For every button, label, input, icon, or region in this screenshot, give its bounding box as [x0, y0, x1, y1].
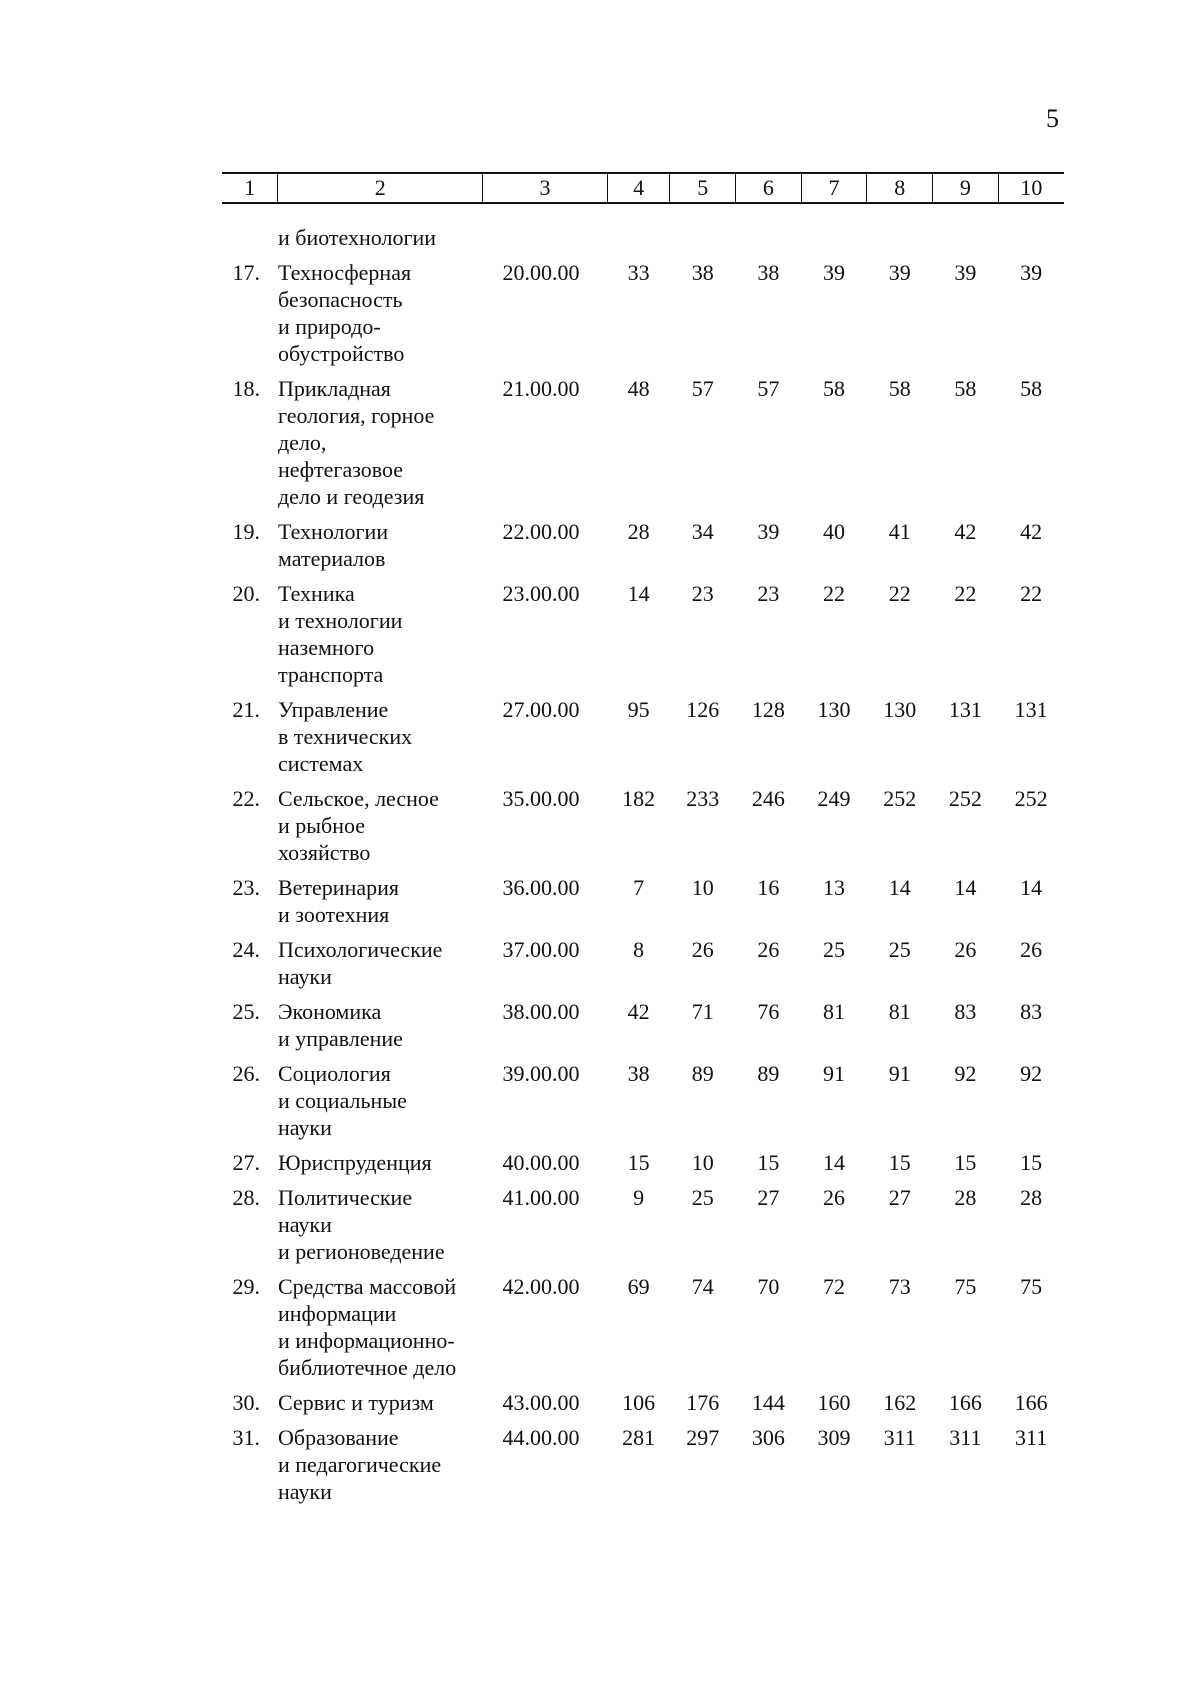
- row-value-col-8: 311: [883, 1425, 916, 1450]
- row-name-cell: [278, 998, 483, 1060]
- row-value-col-9: 83: [954, 999, 977, 1024]
- table-body: [222, 203, 1064, 1513]
- row-value-col-8: 27: [888, 1185, 911, 1210]
- row-name: Сельское, лесное и рыбное хозяйство: [277, 786, 439, 865]
- table-row: [222, 1424, 1064, 1513]
- row-code: 40.00.00: [502, 1150, 580, 1175]
- table-row: [222, 1060, 1064, 1149]
- page-number: 5: [1046, 104, 1059, 133]
- row-value-col-7: 72: [823, 1274, 846, 1299]
- row-name-cell: [278, 518, 483, 580]
- row-number: 31.: [232, 1425, 260, 1450]
- row-value-col-6: 15: [757, 1150, 780, 1175]
- row-value-col-8: 15: [888, 1150, 911, 1175]
- row-code: 43.00.00: [502, 1390, 580, 1415]
- row-value-col-10: 166: [1014, 1390, 1048, 1415]
- row-name-cell: [278, 375, 483, 518]
- row-value-col-10: 15: [1020, 1150, 1043, 1175]
- row-value-col-9: 92: [954, 1061, 977, 1086]
- table-row: [222, 1273, 1064, 1389]
- row-code: 20.00.00: [502, 260, 580, 285]
- row-value-col-4: 7: [633, 875, 645, 900]
- table-row: [222, 518, 1064, 580]
- row-value-col-7: 25: [823, 937, 846, 962]
- row-value-col-7: 22: [823, 581, 846, 606]
- row-number: 22.: [232, 786, 260, 811]
- row-code: 36.00.00: [502, 875, 580, 900]
- row-value-col-10: 252: [1014, 786, 1048, 811]
- row-value-col-6: 70: [757, 1274, 780, 1299]
- row-value-col-8: 91: [888, 1061, 911, 1086]
- row-number: 23.: [232, 875, 260, 900]
- row-value-col-6: 27: [757, 1185, 780, 1210]
- row-value-col-5: 89: [691, 1061, 714, 1086]
- row-value-col-9: 39: [954, 260, 977, 285]
- row-value-col-7: 130: [817, 697, 851, 722]
- row-code: 38.00.00: [502, 999, 580, 1024]
- row-value-col-4: 69: [627, 1274, 650, 1299]
- row-value-col-10: 75: [1020, 1274, 1043, 1299]
- row-number: 21.: [232, 697, 260, 722]
- row-number: 27.: [232, 1150, 260, 1175]
- row-value-col-4: 8: [633, 937, 645, 962]
- row-value-col-8: 41: [888, 519, 911, 544]
- row-value-col-7: 39: [823, 260, 846, 285]
- row-value-col-8: 81: [888, 999, 911, 1024]
- row-value-col-4: 38: [627, 1061, 650, 1086]
- row-value-col-5: 26: [691, 937, 714, 962]
- row-value-col-4: 42: [627, 999, 650, 1024]
- row-value-col-4: 14: [627, 581, 650, 606]
- row-value-col-8: [867, 203, 933, 259]
- row-value-col-5: 176: [686, 1390, 720, 1415]
- row-value-col-10: 28: [1020, 1185, 1043, 1210]
- row-value-col-5: 71: [691, 999, 714, 1024]
- row-value-col-4: [607, 203, 669, 259]
- row-code: 41.00.00: [502, 1185, 580, 1210]
- row-name: Юриспруденция: [277, 1150, 432, 1175]
- row-name: и биотехнологии: [277, 225, 437, 250]
- row-value-col-5: 233: [686, 786, 720, 811]
- row-value-col-7: 249: [817, 786, 851, 811]
- row-name-cell: [278, 696, 483, 785]
- row-value-col-8: 14: [888, 875, 911, 900]
- table-row: [222, 580, 1064, 696]
- row-value-col-6: 128: [751, 697, 785, 722]
- row-number: 30.: [232, 1390, 260, 1415]
- row-value-col-7: 309: [817, 1425, 851, 1450]
- row-value-col-5: [670, 203, 736, 259]
- row-value-col-4: 9: [633, 1185, 645, 1210]
- row-code: [483, 203, 608, 259]
- row-value-col-8: 39: [888, 260, 911, 285]
- row-name: Прикладная геология, горное дело, нефтегазовое дело и геодезия: [277, 376, 435, 509]
- row-number: 20.: [232, 581, 260, 606]
- row-code: 27.00.00: [502, 697, 580, 722]
- row-value-col-4: 95: [627, 697, 650, 722]
- row-value-col-10: [998, 203, 1064, 259]
- row-value-col-10: 58: [1020, 376, 1043, 401]
- row-value-col-9: [933, 203, 999, 259]
- column-header-1: 1: [222, 173, 278, 203]
- row-value-col-5: 297: [686, 1425, 720, 1450]
- row-number: 25.: [232, 999, 260, 1024]
- column-header-6: 6: [736, 173, 802, 203]
- row-number: [222, 203, 278, 259]
- row-value-col-4: 281: [622, 1425, 656, 1450]
- table-row: [222, 785, 1064, 874]
- row-number: 29.: [232, 1274, 260, 1299]
- column-header-3: 3: [483, 173, 608, 203]
- row-value-col-8: 130: [883, 697, 917, 722]
- row-value-col-9: 15: [954, 1150, 977, 1175]
- data-table: [222, 172, 1064, 1513]
- row-value-col-7: 58: [823, 376, 846, 401]
- row-name: Образование и педагогические науки: [277, 1425, 442, 1504]
- row-value-col-5: 34: [691, 519, 714, 544]
- row-value-col-6: 89: [757, 1061, 780, 1086]
- row-value-col-4: 106: [622, 1390, 656, 1415]
- row-number: 18.: [232, 376, 260, 401]
- row-value-col-8: 73: [888, 1274, 911, 1299]
- row-value-col-8: 252: [883, 786, 917, 811]
- row-value-col-7: 40: [823, 519, 846, 544]
- row-value-col-8: 22: [888, 581, 911, 606]
- row-value-col-10: 42: [1020, 519, 1043, 544]
- row-name-cell: [278, 1424, 483, 1513]
- row-value-col-6: 16: [757, 875, 780, 900]
- table-row: [222, 1389, 1064, 1424]
- row-name: Техносферная безопасность и природо- обустройство: [277, 260, 412, 366]
- row-value-col-6: 246: [751, 786, 785, 811]
- row-value-col-6: 39: [757, 519, 780, 544]
- row-value-col-5: 74: [691, 1274, 714, 1299]
- row-value-col-9: 166: [948, 1390, 982, 1415]
- row-value-col-10: 14: [1020, 875, 1043, 900]
- table-row: [222, 1184, 1064, 1273]
- column-header-9: 9: [933, 173, 999, 203]
- row-value-col-9: 58: [954, 376, 977, 401]
- row-value-col-10: 26: [1020, 937, 1043, 962]
- row-value-col-8: 58: [888, 376, 911, 401]
- row-code: 42.00.00: [502, 1274, 580, 1299]
- table-row: [222, 1149, 1064, 1184]
- row-value-col-4: 182: [622, 786, 656, 811]
- row-value-col-10: 311: [1015, 1425, 1048, 1450]
- row-value-col-4: 15: [627, 1150, 650, 1175]
- table-row: [222, 203, 1064, 259]
- row-value-col-7: [801, 203, 867, 259]
- row-name: Сервис и туризм: [277, 1390, 434, 1415]
- row-number: 28.: [232, 1185, 260, 1210]
- row-name: Технологии материалов: [277, 519, 389, 571]
- row-value-col-5: 10: [691, 1150, 714, 1175]
- row-value-col-9: 131: [948, 697, 982, 722]
- row-value-col-5: 23: [691, 581, 714, 606]
- row-name-cell: [278, 259, 483, 375]
- table-row: [222, 874, 1064, 936]
- row-value-col-9: 22: [954, 581, 977, 606]
- row-code: 22.00.00: [502, 519, 580, 544]
- row-value-col-8: 25: [888, 937, 911, 962]
- row-name-cell: [278, 874, 483, 936]
- row-value-col-5: 57: [691, 376, 714, 401]
- table-row: [222, 259, 1064, 375]
- table-row: [222, 936, 1064, 998]
- column-header-5: 5: [670, 173, 736, 203]
- row-code: 39.00.00: [502, 1061, 580, 1086]
- row-number: 26.: [232, 1061, 260, 1086]
- row-name: Управление в технических системах: [277, 697, 413, 776]
- row-code: 23.00.00: [502, 581, 580, 606]
- row-value-col-7: 81: [823, 999, 846, 1024]
- row-value-col-6: 306: [751, 1425, 785, 1450]
- row-code: 21.00.00: [502, 376, 580, 401]
- column-header-2: 2: [278, 173, 483, 203]
- row-value-col-5: 10: [691, 875, 714, 900]
- row-name: Техника и технологии наземного транспорта: [277, 581, 403, 687]
- row-value-col-9: 28: [954, 1185, 977, 1210]
- row-value-col-10: 131: [1014, 697, 1048, 722]
- row-name-cell: [278, 785, 483, 874]
- row-name-cell: [278, 580, 483, 696]
- row-value-col-9: 75: [954, 1274, 977, 1299]
- row-value-col-10: 39: [1020, 260, 1043, 285]
- row-name: Политические науки и регионоведение: [277, 1185, 445, 1264]
- row-value-col-10: 83: [1020, 999, 1043, 1024]
- row-code: 37.00.00: [502, 937, 580, 962]
- column-header-8: 8: [867, 173, 933, 203]
- header-row: [222, 173, 1064, 203]
- row-value-col-7: 160: [817, 1390, 851, 1415]
- row-number: 24.: [232, 937, 260, 962]
- row-value-col-6: 23: [757, 581, 780, 606]
- row-value-col-9: 14: [954, 875, 977, 900]
- row-value-col-6: 144: [751, 1390, 785, 1415]
- row-name-cell: [278, 203, 483, 259]
- table-row: [222, 696, 1064, 785]
- table-row: [222, 998, 1064, 1060]
- row-value-col-5: 126: [686, 697, 720, 722]
- row-name-cell: [278, 1184, 483, 1273]
- column-header-4: 4: [607, 173, 669, 203]
- row-value-col-6: 38: [757, 260, 780, 285]
- row-value-col-4: 33: [627, 260, 650, 285]
- row-code: 44.00.00: [502, 1425, 580, 1450]
- row-value-col-6: 76: [757, 999, 780, 1024]
- row-number: 19.: [232, 519, 260, 544]
- row-value-col-9: 42: [954, 519, 977, 544]
- row-value-col-6: 26: [757, 937, 780, 962]
- row-name: Психологические науки: [277, 937, 443, 989]
- row-name-cell: [278, 936, 483, 998]
- row-value-col-9: 311: [949, 1425, 982, 1450]
- row-name-cell: [278, 1273, 483, 1389]
- row-value-col-4: 28: [627, 519, 650, 544]
- table-row: [222, 375, 1064, 518]
- row-name-cell: [278, 1149, 483, 1184]
- row-name: Средства массовой информации и информационно- библиотечное дело: [277, 1274, 457, 1380]
- row-value-col-7: 26: [823, 1185, 846, 1210]
- row-code: 35.00.00: [502, 786, 580, 811]
- row-value-col-4: 48: [627, 376, 650, 401]
- row-value-col-7: 13: [823, 875, 846, 900]
- row-number: 17.: [232, 260, 260, 285]
- row-value-col-10: 92: [1020, 1061, 1043, 1086]
- row-name: Ветеринария и зоотехния: [277, 875, 400, 927]
- row-value-col-6: [736, 203, 802, 259]
- row-value-col-9: 252: [948, 786, 982, 811]
- row-value-col-7: 14: [823, 1150, 846, 1175]
- table-header: [222, 173, 1064, 203]
- row-name-cell: [278, 1389, 483, 1424]
- row-value-col-8: 162: [883, 1390, 917, 1415]
- row-value-col-9: 26: [954, 937, 977, 962]
- row-name: Социология и социальные науки: [277, 1061, 407, 1140]
- row-value-col-6: 57: [757, 376, 780, 401]
- row-value-col-7: 91: [823, 1061, 846, 1086]
- column-header-7: 7: [801, 173, 867, 203]
- row-name-cell: [278, 1060, 483, 1149]
- row-value-col-5: 25: [691, 1185, 714, 1210]
- row-value-col-10: 22: [1020, 581, 1043, 606]
- row-name: Экономика и управление: [277, 999, 403, 1051]
- column-header-10: 10: [998, 173, 1064, 203]
- row-value-col-5: 38: [691, 260, 714, 285]
